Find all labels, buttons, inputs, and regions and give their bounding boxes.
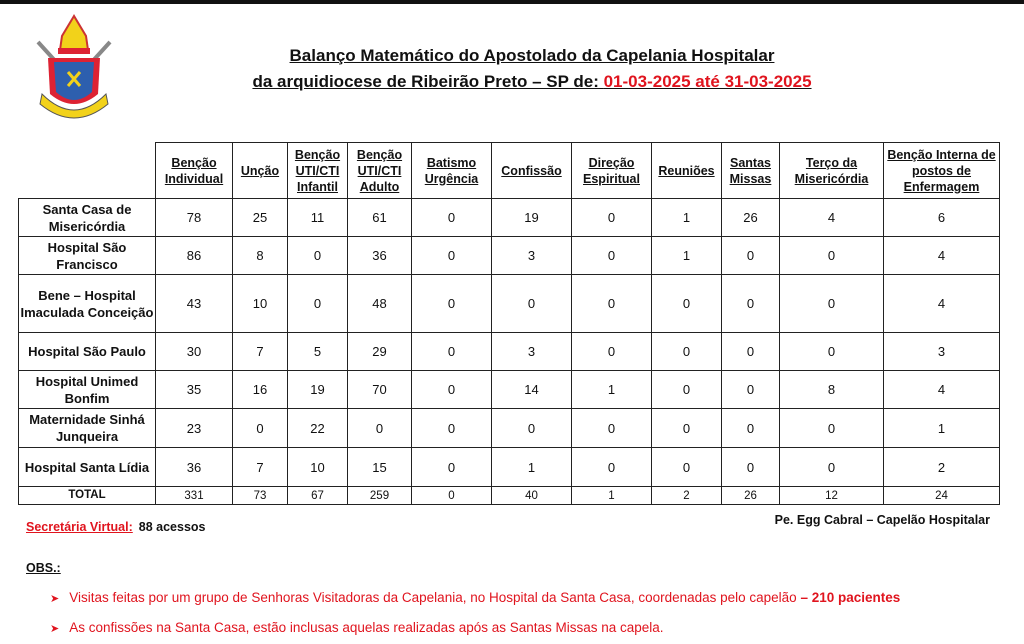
table-cell: 48 [348,275,412,333]
table-cell: 7 [233,448,288,487]
column-header-label: Terço da Misericórdia [794,155,869,186]
table-cell: 259 [348,487,412,505]
table-cell: 0 [780,333,884,371]
table-row [19,371,1000,409]
column-header [492,143,572,199]
total-row [19,487,1000,505]
table-cell: 35 [156,371,233,409]
table-cell: 0 [412,487,492,505]
header-row [19,143,1000,199]
column-header-label: Santas Missas [729,155,772,186]
table-cell: 8 [233,237,288,275]
table-cell: 0 [412,275,492,333]
arrow-bullet-icon: ➤ [50,623,60,635]
table-cell: 8 [780,371,884,409]
table-cell: 0 [780,237,884,275]
table-cell: 19 [288,371,348,409]
table-cell: 1 [572,487,652,505]
table-cell: 0 [412,237,492,275]
note-text: As confissões na Santa Casa, estão inclusas aquelas realizadas após as Santas Missas na capela. [69,620,664,635]
blank-header [19,143,156,199]
table-cell: 67 [288,487,348,505]
table-cell: 5 [288,333,348,371]
table-cell: 0 [572,199,652,237]
table-cell: 0 [780,448,884,487]
top-border [0,0,1024,4]
report-title: Balanço Matemático do Apostolado da Capelania Hospitalar [289,46,775,65]
secretary-value: 88 acessos [138,520,206,534]
row-label: Hospital Santa Lídia [19,448,156,487]
table-cell: 10 [233,275,288,333]
table-cell: 29 [348,333,412,371]
table-cell: 0 [652,371,722,409]
column-header-label: Reuniões [658,163,715,178]
table-row [19,409,1000,448]
row-label: Hospital São Paulo [19,333,156,371]
table-cell: 16 [233,371,288,409]
note-item [50,590,900,605]
note-highlight: – 210 pacientes [800,590,901,605]
table-cell: 2 [884,448,1000,487]
table-cell: 0 [412,371,492,409]
table-cell: 25 [233,199,288,237]
table-cell: 0 [780,275,884,333]
column-header [288,143,348,199]
note-item [50,620,664,635]
table-cell: 0 [722,371,780,409]
table-cell: 2 [652,487,722,505]
table-cell: 26 [722,199,780,237]
table-cell: 0 [348,409,412,448]
table-cell: 0 [780,409,884,448]
row-label: Santa Casa de Misericórdia [19,199,156,237]
column-header [156,143,233,199]
table-cell: 0 [572,409,652,448]
table-cell: 0 [572,448,652,487]
table-cell: 40 [492,487,572,505]
column-header [412,143,492,199]
table-cell: 73 [233,487,288,505]
table-cell: 0 [492,409,572,448]
table-row [19,237,1000,275]
row-label: Maternidade Sinhá Junqueira [19,409,156,448]
column-header [348,143,412,199]
column-header-label: Unção [240,163,280,178]
table-cell: 19 [492,199,572,237]
table-cell: 3 [884,333,1000,371]
table-cell: 30 [156,333,233,371]
table-cell: 1 [652,199,722,237]
column-header-label: Benção UTI/CTI Adulto [356,147,403,194]
table-cell: 0 [492,275,572,333]
table-cell: 0 [412,333,492,371]
column-header-label: Confissão [501,163,562,178]
row-label: Hospital São Francisco [19,237,156,275]
column-header [722,143,780,199]
column-header [233,143,288,199]
statistics-table [18,142,1000,505]
subtitle-text: da arquidiocese de Ribeirão Preto – SP de: [252,72,604,91]
table-cell: 10 [288,448,348,487]
row-label: TOTAL [19,487,156,505]
table-cell: 70 [348,371,412,409]
table-cell: 0 [233,409,288,448]
table-cell: 11 [288,199,348,237]
column-header [572,143,652,199]
table-cell: 4 [884,275,1000,333]
table-cell: 14 [492,371,572,409]
table-cell: 36 [348,237,412,275]
table-cell: 0 [288,237,348,275]
table-cell: 61 [348,199,412,237]
table-cell: 86 [156,237,233,275]
table-cell: 3 [492,333,572,371]
table-cell: 6 [884,199,1000,237]
table-cell: 0 [412,448,492,487]
column-header-label: Benção Interna de postos de Enfermagem [887,147,996,194]
report-subtitle [20,72,1024,92]
table-cell: 0 [572,275,652,333]
column-header [884,143,1000,199]
table-cell: 26 [722,487,780,505]
table-cell: 0 [572,237,652,275]
table-cell: 23 [156,409,233,448]
table-cell: 0 [722,275,780,333]
table-cell: 331 [156,487,233,505]
table-cell: 4 [884,237,1000,275]
table-cell: 0 [652,448,722,487]
table-cell: 0 [722,409,780,448]
table-cell: 0 [288,275,348,333]
table-cell: 0 [722,448,780,487]
table-cell: 12 [780,487,884,505]
table-cell: 1 [492,448,572,487]
table-cell: 0 [722,333,780,371]
column-header [780,143,884,199]
row-label: Bene – Hospital Imaculada Conceição [19,275,156,333]
table-cell: 4 [884,371,1000,409]
table-cell: 43 [156,275,233,333]
column-header-label: Benção UTI/CTI Infantil [294,147,341,194]
table-row [19,275,1000,333]
table-cell: 1 [572,371,652,409]
table-cell: 78 [156,199,233,237]
table-cell: 24 [884,487,1000,505]
date-range: 01-03-2025 até 31-03-2025 [603,72,812,91]
table-cell: 7 [233,333,288,371]
column-header [652,143,722,199]
table-cell: 36 [156,448,233,487]
note-text: Visitas feitas por um grupo de Senhoras Visitadoras da Capelania, no Hospital da Santa Casa, coordenadas pelo capelão [69,590,801,605]
column-header-label: Direção Espiritual [583,155,640,186]
column-header-label: Batismo Urgência [424,155,479,186]
table-cell: 15 [348,448,412,487]
row-label: Hospital Unimed Bonfim [19,371,156,409]
secretary-label: Secretária Virtual: [26,520,133,534]
table-cell: 0 [652,409,722,448]
table-cell: 0 [722,237,780,275]
table-row [19,448,1000,487]
archdiocese-coat-of-arms-logo [28,14,120,122]
table-cell: 0 [412,409,492,448]
table-cell: 0 [412,199,492,237]
virtual-secretary [26,520,206,534]
arrow-bullet-icon: ➤ [50,593,60,605]
signature: Pe. Egg Cabral – Capelão Hospitalar [774,513,990,527]
table-cell: 0 [572,333,652,371]
table-cell: 1 [884,409,1000,448]
table-row [19,333,1000,371]
table-cell: 0 [652,275,722,333]
obs-label: OBS.: [26,561,61,575]
table-cell: 1 [652,237,722,275]
table-cell: 22 [288,409,348,448]
table-cell: 4 [780,199,884,237]
table-cell: 0 [652,333,722,371]
column-header-label: Benção Individual [164,155,224,186]
table-row [19,199,1000,237]
table-cell: 3 [492,237,572,275]
